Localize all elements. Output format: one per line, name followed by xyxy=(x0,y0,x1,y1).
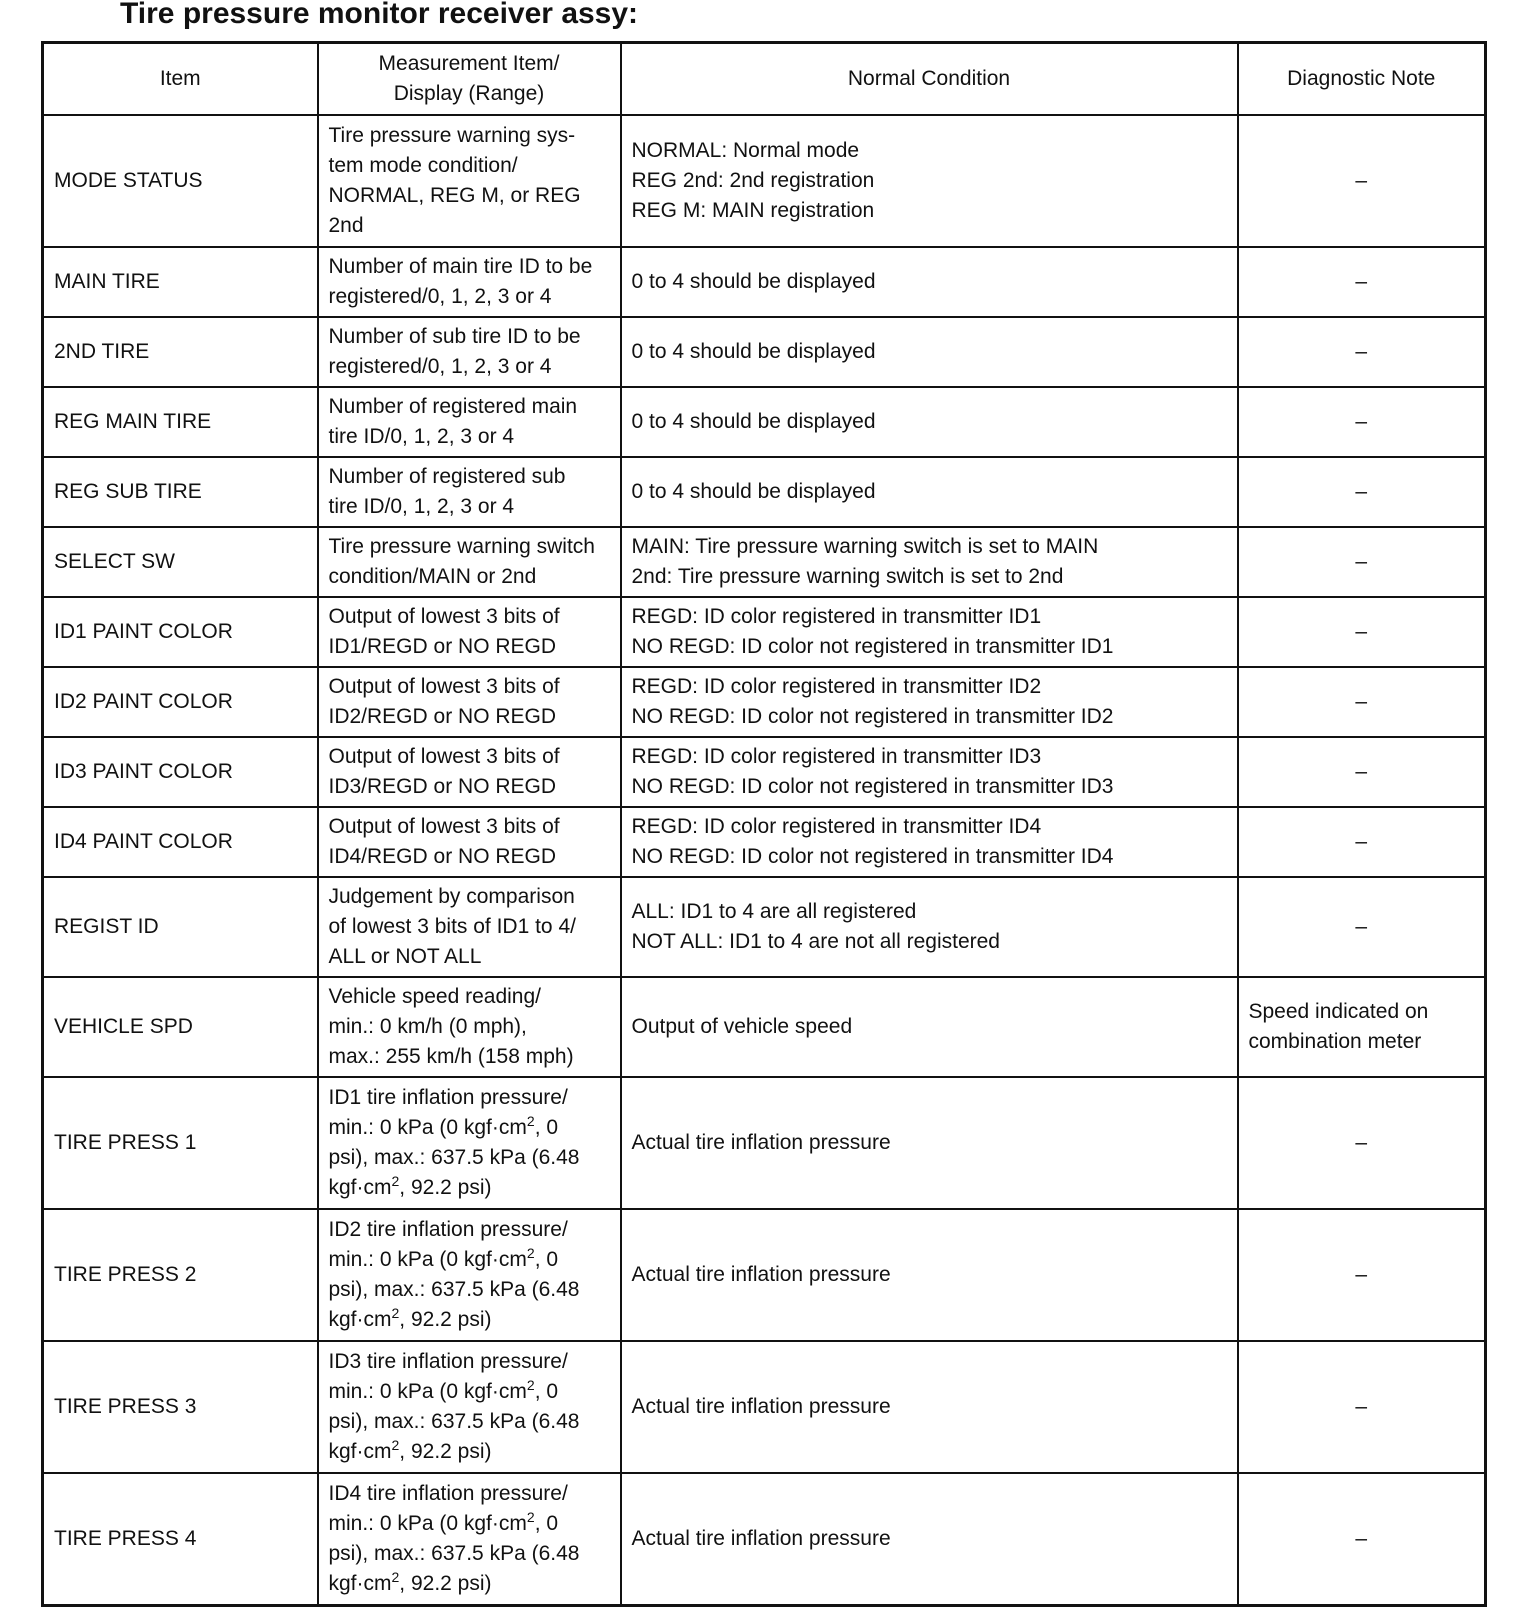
column-header-measurement: Measurement Item/ Display (Range) xyxy=(318,43,621,116)
cell-normal-condition: REGD: ID color registered in transmitter ID4 NO REGD: ID color not registered in transmitter ID4 xyxy=(621,807,1238,877)
cell-normal-condition: Actual tire inflation pressure xyxy=(621,1341,1238,1473)
cell-measurement: Output of lowest 3 bits of ID4/REGD or NO REGD xyxy=(318,807,621,877)
measurement-line: , 0 xyxy=(534,1116,559,1139)
cell-measurement: Number of registered main tire ID/0, 1, 2, 3 or 4 xyxy=(318,387,621,457)
cell-measurement: Tire pressure warning sys- tem mode condition/ NORMAL, REG M, or REG 2nd xyxy=(318,115,621,247)
cell-item: SELECT SW xyxy=(43,527,318,597)
cell-normal-condition: REGD: ID color registered in transmitter ID3 NO REGD: ID color not registered in transmitter ID3 xyxy=(621,737,1238,807)
measurement-line: ID1 tire inflation pressure/ xyxy=(328,1086,568,1109)
cell-measurement: Number of main tire ID to be registered/0, 1, 2, 3 or 4 xyxy=(318,247,621,317)
table-row xyxy=(43,317,1486,387)
page-title: Tire pressure monitor receiver assy: xyxy=(120,0,639,30)
measurement-line: , 0 xyxy=(534,1380,559,1403)
table-row xyxy=(43,977,1486,1077)
cell-item: TIRE PRESS 2 xyxy=(43,1209,318,1341)
cell-diagnostic-note: – xyxy=(1238,247,1486,317)
cell-item: TIRE PRESS 4 xyxy=(43,1473,318,1605)
cell-item: MAIN TIRE xyxy=(43,247,318,317)
cell-item: REG MAIN TIRE xyxy=(43,387,318,457)
table-row xyxy=(43,597,1486,667)
cell-measurement: Output of lowest 3 bits of ID2/REGD or NO REGD xyxy=(318,667,621,737)
cell-normal-condition: 0 to 4 should be displayed xyxy=(621,247,1238,317)
cell-measurement: Output of lowest 3 bits of ID1/REGD or NO REGD xyxy=(318,597,621,667)
cell-measurement: Tire pressure warning switch condition/MAIN or 2nd xyxy=(318,527,621,597)
cell-normal-condition: Actual tire inflation pressure xyxy=(621,1077,1238,1209)
table-row xyxy=(43,1341,1486,1473)
measurement-line: psi), max.: 637.5 kPa (6.48 xyxy=(328,1410,580,1433)
cell-item: 2ND TIRE xyxy=(43,317,318,387)
cell-measurement: Vehicle speed reading/ min.: 0 km/h (0 mph), max.: 255 km/h (158 mph) xyxy=(318,977,621,1077)
cell-diagnostic-note: – xyxy=(1238,1341,1486,1473)
table-row xyxy=(43,1077,1486,1209)
superscript: 2 xyxy=(526,1377,535,1393)
measurement-line: , 0 xyxy=(534,1511,559,1535)
superscript: 2 xyxy=(526,1508,535,1525)
cell-diagnostic-note: – xyxy=(1238,317,1486,387)
table-row xyxy=(43,737,1486,807)
cell-normal-condition: Output of vehicle speed xyxy=(621,977,1238,1077)
superscript: 2 xyxy=(391,1568,400,1585)
table-row xyxy=(43,527,1486,597)
measurement-line: min.: 0 kPa (0 kgf·cm xyxy=(328,1380,527,1403)
cell-item: REG SUB TIRE xyxy=(43,457,318,527)
measurement-line: ID3 tire inflation pressure/ xyxy=(328,1350,568,1373)
cell-diagnostic-note: – xyxy=(1238,457,1486,527)
superscript: 2 xyxy=(391,1173,400,1189)
measurement-line: , 92.2 psi) xyxy=(399,1571,492,1595)
column-header-item: Item xyxy=(43,43,318,116)
cell-measurement xyxy=(318,1077,621,1209)
measurement-line: , 92.2 psi) xyxy=(399,1176,492,1199)
table-row xyxy=(43,667,1486,737)
measurement-line: kgf·cm xyxy=(328,1308,392,1331)
cell-item: ID1 PAINT COLOR xyxy=(43,597,318,667)
measurement-line: , 0 xyxy=(534,1248,559,1271)
cell-normal-condition: Actual tire inflation pressure xyxy=(621,1473,1238,1605)
cell-normal-condition: REGD: ID color registered in transmitter ID1 NO REGD: ID color not registered in transmitter ID1 xyxy=(621,597,1238,667)
cell-item: ID4 PAINT COLOR xyxy=(43,807,318,877)
cell-measurement: Number of registered sub tire ID/0, 1, 2, 3 or 4 xyxy=(318,457,621,527)
cell-diagnostic-note: – xyxy=(1238,1209,1486,1341)
table-row xyxy=(43,807,1486,877)
superscript: 2 xyxy=(526,1113,535,1129)
cell-diagnostic-note: Speed indicated on combination meter xyxy=(1238,977,1486,1077)
data-monitor-table xyxy=(41,41,1487,1607)
cell-diagnostic-note: – xyxy=(1238,737,1486,807)
cell-measurement: Number of sub tire ID to be registered/0, 1, 2, 3 or 4 xyxy=(318,317,621,387)
table-row xyxy=(43,115,1486,247)
measurement-line: , 92.2 psi) xyxy=(399,1308,492,1331)
cell-diagnostic-note: – xyxy=(1238,807,1486,877)
cell-normal-condition: 0 to 4 should be displayed xyxy=(621,457,1238,527)
cell-measurement xyxy=(318,1341,621,1473)
cell-item: ID2 PAINT COLOR xyxy=(43,667,318,737)
cell-normal-condition: 0 to 4 should be displayed xyxy=(621,387,1238,457)
measurement-line: kgf·cm xyxy=(328,1440,392,1463)
measurement-line: psi), max.: 637.5 kPa (6.48 xyxy=(328,1541,580,1565)
cell-measurement: Judgement by comparison of lowest 3 bits of ID1 to 4/ ALL or NOT ALL xyxy=(318,877,621,977)
cell-normal-condition: NORMAL: Normal mode REG 2nd: 2nd registration REG M: MAIN registration xyxy=(621,115,1238,247)
table-row xyxy=(43,387,1486,457)
table-row xyxy=(43,247,1486,317)
cell-normal-condition: 0 to 4 should be displayed xyxy=(621,317,1238,387)
cell-diagnostic-note: – xyxy=(1238,1077,1486,1209)
cell-item: REGIST ID xyxy=(43,877,318,977)
table-row xyxy=(43,1473,1486,1605)
superscript: 2 xyxy=(391,1305,400,1321)
column-header-normal-condition: Normal Condition xyxy=(621,43,1238,116)
measurement-line: min.: 0 kPa (0 kgf·cm xyxy=(328,1511,527,1535)
cell-measurement xyxy=(318,1473,621,1605)
superscript: 2 xyxy=(526,1245,535,1261)
cell-diagnostic-note: – xyxy=(1238,527,1486,597)
cell-diagnostic-note: – xyxy=(1238,387,1486,457)
cell-measurement: Output of lowest 3 bits of ID3/REGD or NO REGD xyxy=(318,737,621,807)
measurement-line: ID2 tire inflation pressure/ xyxy=(328,1218,568,1241)
cell-diagnostic-note: – xyxy=(1238,115,1486,247)
cell-item: VEHICLE SPD xyxy=(43,977,318,1077)
table-header-row xyxy=(43,43,1486,116)
column-header-diagnostic-note: Diagnostic Note xyxy=(1238,43,1486,116)
cell-item: TIRE PRESS 3 xyxy=(43,1341,318,1473)
table-row xyxy=(43,457,1486,527)
cell-diagnostic-note: – xyxy=(1238,1473,1486,1605)
cell-normal-condition: Actual tire inflation pressure xyxy=(621,1209,1238,1341)
measurement-line: ID4 tire inflation pressure/ xyxy=(328,1481,568,1505)
cell-item: MODE STATUS xyxy=(43,115,318,247)
cell-item: TIRE PRESS 1 xyxy=(43,1077,318,1209)
measurement-line: min.: 0 kPa (0 kgf·cm xyxy=(328,1116,527,1139)
measurement-line: , 92.2 psi) xyxy=(399,1440,492,1463)
table-row xyxy=(43,877,1486,977)
measurement-line: min.: 0 kPa (0 kgf·cm xyxy=(328,1248,527,1271)
measurement-line: psi), max.: 637.5 kPa (6.48 xyxy=(328,1278,580,1301)
table-row xyxy=(43,1209,1486,1341)
cell-diagnostic-note: – xyxy=(1238,597,1486,667)
cell-measurement xyxy=(318,1209,621,1341)
cell-item: ID3 PAINT COLOR xyxy=(43,737,318,807)
cell-normal-condition: ALL: ID1 to 4 are all registered NOT ALL: ID1 to 4 are not all registered xyxy=(621,877,1238,977)
cell-diagnostic-note: – xyxy=(1238,667,1486,737)
measurement-line: kgf·cm xyxy=(328,1176,392,1199)
measurement-line: kgf·cm xyxy=(328,1571,392,1595)
superscript: 2 xyxy=(391,1437,400,1453)
cell-normal-condition: MAIN: Tire pressure warning switch is set to MAIN 2nd: Tire pressure warning switch is set to 2nd xyxy=(621,527,1238,597)
cell-diagnostic-note: – xyxy=(1238,877,1486,977)
cell-normal-condition: REGD: ID color registered in transmitter ID2 NO REGD: ID color not registered in transmitter ID2 xyxy=(621,667,1238,737)
measurement-line: psi), max.: 637.5 kPa (6.48 xyxy=(328,1146,580,1169)
